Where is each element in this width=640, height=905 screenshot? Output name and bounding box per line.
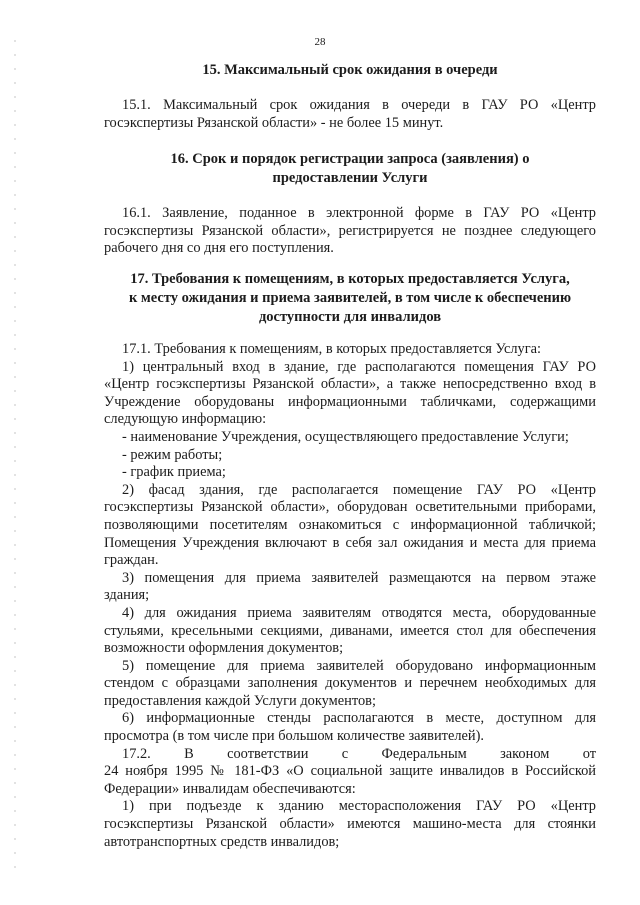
heading-line: 16. Срок и порядок регистрации запроса (заявления) о (170, 151, 530, 167)
list-item: - режим работы; (122, 446, 223, 463)
text-line: 16.1. Заявление, поданное в электронной форме в ГАУ РО «Центр (122, 205, 596, 221)
text-line: следующую информацию: (104, 411, 267, 428)
section-17-body (104, 341, 596, 851)
heading-line: доступности для инвалидов (258, 309, 442, 325)
text-line: «Центр госэкспертизы Рязанской области», а также непосредственно вход в (104, 376, 596, 393)
text-line: граждан. (104, 552, 159, 569)
section-15-heading (104, 61, 596, 80)
text-line: Помещения Учреждения включают в себя зал ожидания и места для приема (104, 534, 596, 551)
text-line: 2) фасад здания, где располагается помещение ГАУ РО «Центр (122, 481, 596, 498)
list-item: - график приема; (122, 464, 226, 481)
text-line: 4) для ожидания приема заявителям отводятся места, оборудованные (122, 604, 596, 621)
section-16-paragraph (104, 205, 596, 258)
text-line: стульями, кресельными секциями, диванами, имеется стол для обеспечения (104, 622, 596, 639)
heading-line: 17. Требования к помещениям, в которых предоставляется Услуга, (130, 271, 570, 287)
text-line: 6) информационные стенды располагаются в месте, доступном для (122, 710, 596, 727)
page-number: 28 (314, 36, 326, 48)
text-line: стендом с образцами заполнения документов и перечнем необходимых для (104, 675, 596, 692)
list-item: - наименование Учреждения, осуществляющего предоставление Услуги; (122, 428, 569, 445)
text-line: возможности оформления документов; (104, 640, 344, 657)
text-line: 17.1. Требования к помещениям, в которых предоставляется Услуга: (122, 341, 542, 357)
text-line: 5) помещение для приема заявителей оборудовано информационным (122, 657, 596, 674)
text-line: предоставления каждой Услуги документов; (104, 692, 376, 709)
text-line: рабочего дня со дня его поступления. (104, 240, 334, 257)
text-line: 1) центральный вход в здание, где располагаются помещения ГАУ РО (122, 358, 596, 375)
text-line: 24 ноября 1995 № 181-ФЗ «О социальной защите инвалидов в Российской (104, 763, 596, 780)
heading-line: к месту ожидания и приема заявителей, в том числе к обеспечению (128, 290, 572, 306)
text-line: автотранспортных средств инвалидов; (104, 833, 340, 850)
text-line: Учреждение оборудованы информационными табличками, содержащими (104, 393, 596, 410)
text-line: госэкспертизы Рязанской области», регистрируется не позднее следующего (104, 222, 596, 239)
heading-line: предоставлении Услуги (272, 170, 428, 186)
text-line: 17.2. В соответствии с Федеральным законом от (122, 745, 596, 762)
text-line: 15.1. Максимальный срок ожидания в очереди в ГАУ РО «Центр (122, 97, 596, 113)
text-line: Федерации» инвалидам обеспечиваются: (104, 780, 356, 797)
text-line: 1) при подъезде к зданию месторасположения ГАУ РО «Центр (122, 798, 596, 815)
section-16-heading (104, 150, 596, 188)
text-line: здания; (104, 587, 150, 604)
text-line: госэкспертизы Рязанской области» - не более 15 минут. (104, 114, 444, 131)
text-line: госэкспертизы Рязанской области», оборудован осветительными приборами, (104, 499, 596, 516)
section-15-paragraph (104, 97, 596, 132)
heading-line: 15. Максимальный срок ожидания в очереди (202, 62, 498, 78)
text-line: госэкспертизы Рязанской области» имеются машино-места для стоянки (104, 816, 596, 833)
section-17-heading (104, 270, 596, 327)
text-line: просмотра (в том числе при большом количестве заявителей). (104, 728, 484, 745)
text-line: позволяющими посетителям ознакомиться с информационной табличкой; (104, 516, 596, 533)
scan-edge-marks (14, 40, 16, 880)
text-line: 3) помещения для приема заявителей размещаются на первом этаже (122, 569, 596, 586)
